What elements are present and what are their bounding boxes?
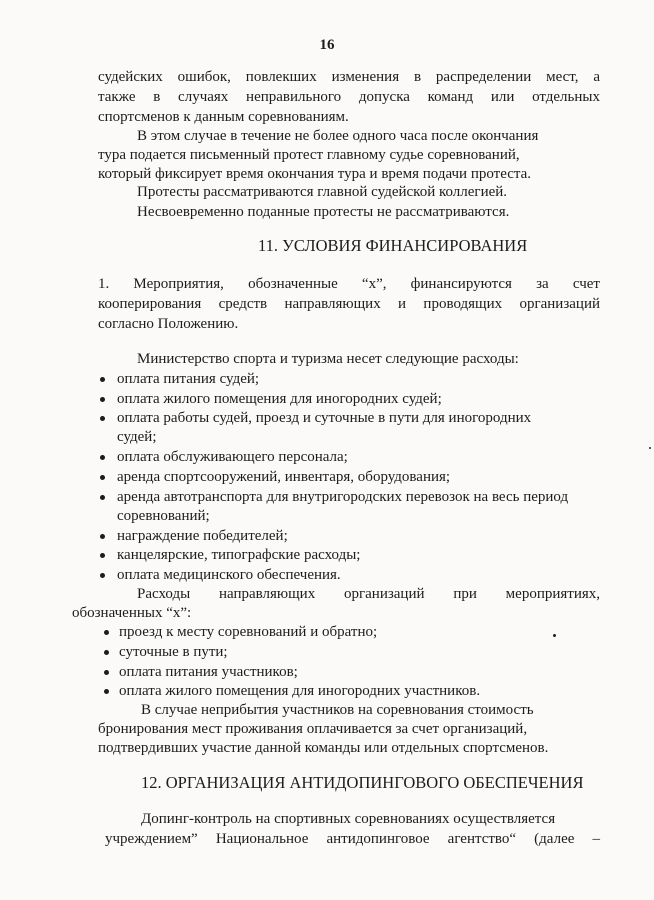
paragraph-line: кооперирования средств направляющих и проводящих организаций: [98, 296, 600, 312]
list-item: проезд к месту соревнований и обратно;: [104, 623, 377, 642]
list-item: оплата обслуживающего персонала;: [100, 448, 348, 467]
scan-speck: [649, 447, 651, 449]
paragraph-line: учреждением” Национальное антидопинговое агентство“ (далее –: [105, 831, 600, 847]
list-item: суточные в пути;: [104, 643, 228, 662]
paragraph-line: В случае неприбытия участников на соревнования стоимость: [141, 702, 534, 718]
list-item: оплата медицинского обеспечения.: [100, 566, 341, 585]
paragraph-line: также в случаях неправильного допуска команд или отдельных: [98, 89, 600, 105]
paragraph-line: судейских ошибок, повлекших изменения в распределении мест, а: [98, 69, 600, 85]
list-item: аренда спортсооружений, инвентаря, оборудования;: [100, 468, 450, 487]
list-item-continuation: судей;: [117, 429, 157, 445]
paragraph-line: тура подается письменный протест главному судье соревнований,: [98, 147, 520, 163]
paragraph-line: согласно Положению.: [98, 316, 239, 332]
paragraph-line: обозначенных “х”:: [72, 605, 192, 621]
paragraph-line: который фиксирует время окончания тура и время подачи протеста.: [98, 166, 532, 182]
paragraph-line: В этом случае в течение не более одного часа после окончания: [137, 128, 539, 144]
paragraph-line: спортсменов к данным соревнованиям.: [98, 109, 349, 125]
paragraph-line: 1. Мероприятия, обозначенные “х”, финансируются за счет: [98, 276, 600, 292]
paragraph-line: Протесты рассматриваются главной судейской коллегией.: [137, 184, 508, 200]
list-item: оплата работы судей, проезд и суточные в пути для иногородних: [100, 409, 531, 428]
paragraph-line: бронирования мест проживания оплачивается за счет организаций,: [98, 721, 528, 737]
list-item: канцелярские, типографские расходы;: [100, 546, 360, 565]
paragraph-line: подтвердивших участие данной команды или отдельных спортсменов.: [98, 740, 549, 756]
scan-speck: [553, 634, 556, 637]
paragraph-line: Допинг-контроль на спортивных соревнованиях осуществляется: [141, 811, 556, 827]
list-item-continuation: соревнований;: [117, 508, 210, 524]
list-item: награждение победителей;: [100, 527, 288, 546]
paragraph-line: Несвоевременно поданные протесты не рассматриваются.: [137, 204, 510, 220]
paragraph-line: Расходы направляющих организаций при мероприятиях,: [137, 586, 600, 602]
list-item: оплата жилого помещения для иногородних судей;: [100, 390, 442, 409]
section-heading: 12. ОРГАНИЗАЦИЯ АНТИДОПИНГОВОГО ОБЕСПЕЧЕНИЯ: [141, 773, 584, 792]
list-item: оплата питания участников;: [104, 663, 298, 682]
list-item: оплата питания судей;: [100, 370, 259, 389]
list-item: аренда автотранспорта для внутригородских перевозок на весь период: [100, 488, 568, 507]
page-number: 16: [319, 37, 335, 53]
section-heading: 11. УСЛОВИЯ ФИНАНСИРОВАНИЯ: [258, 236, 528, 255]
paragraph-line: Министерство спорта и туризма несет следующие расходы:: [137, 351, 519, 367]
list-item: оплата жилого помещения для иногородних участников.: [104, 682, 480, 701]
